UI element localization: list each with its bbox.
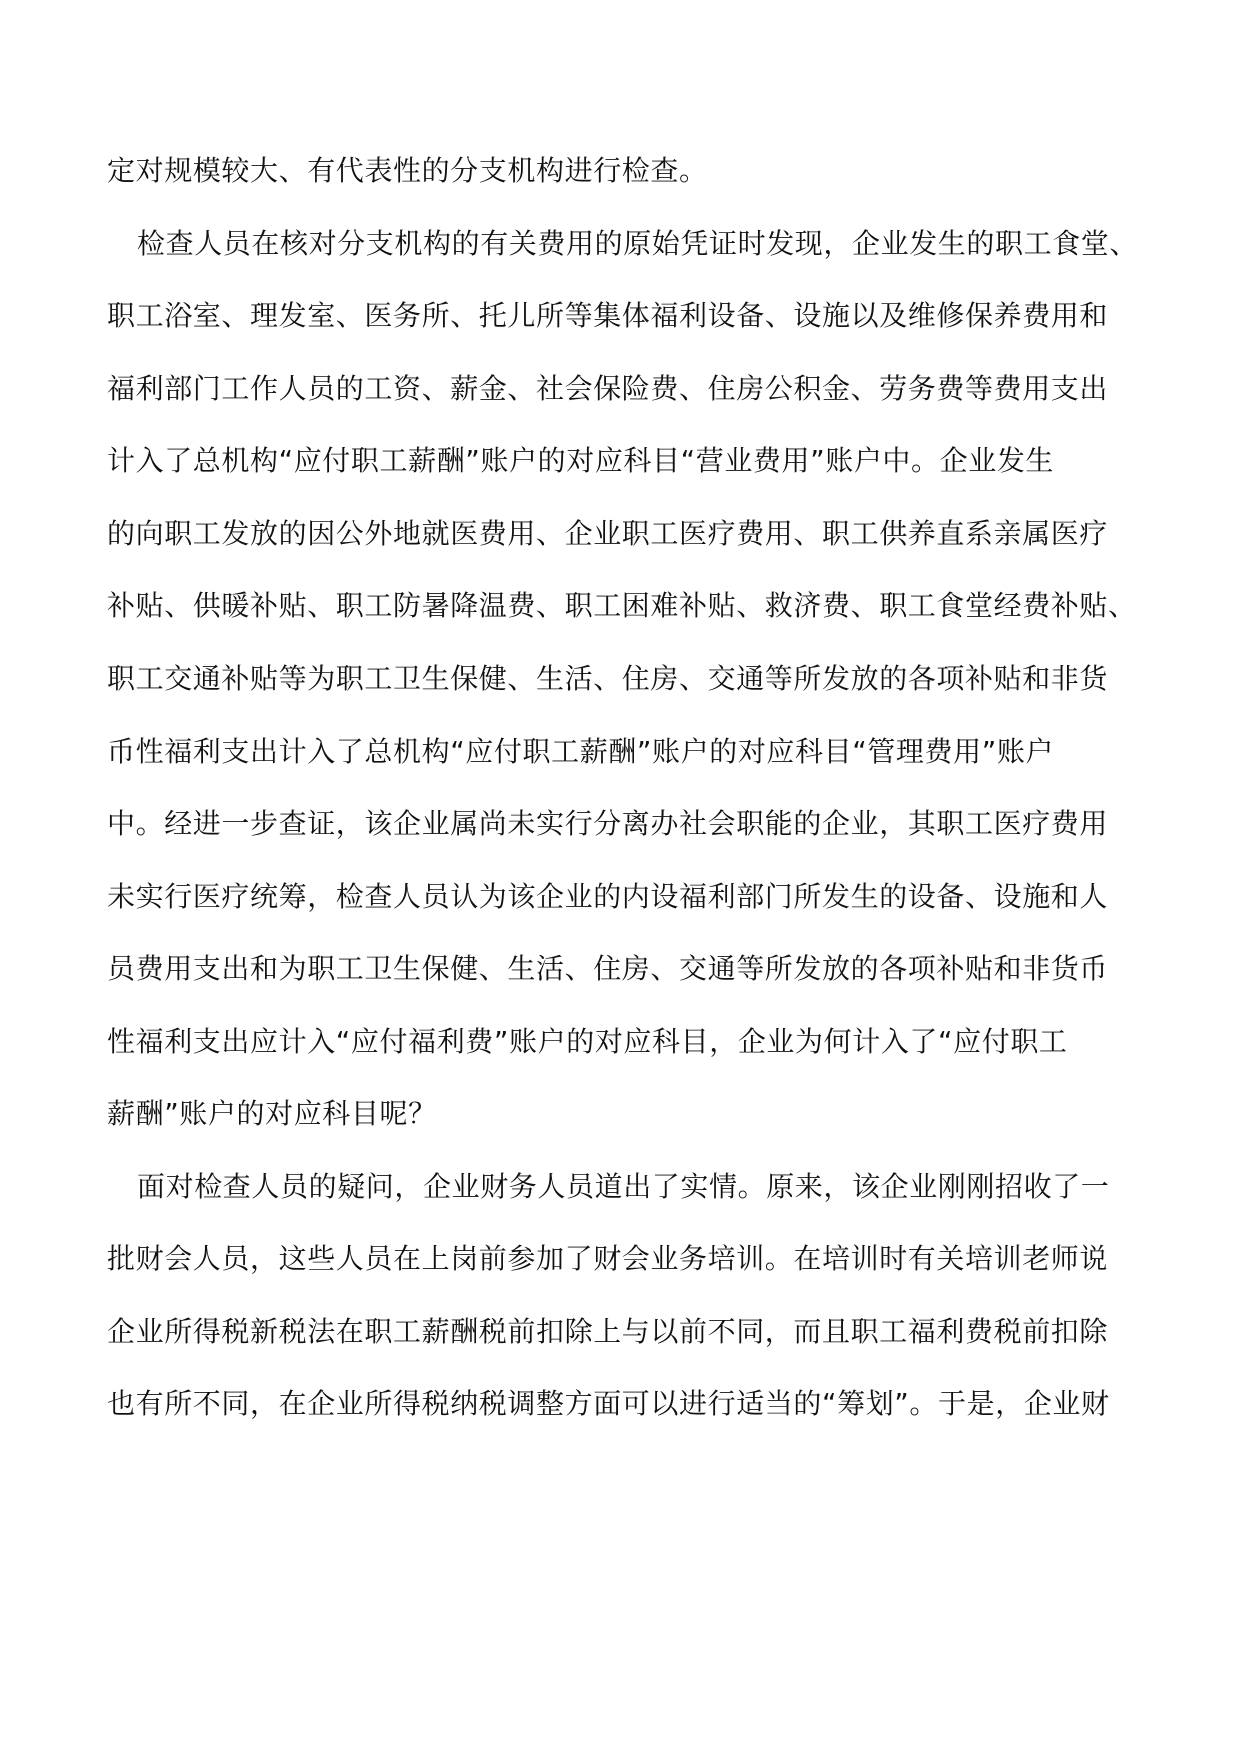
paragraph-first-line: 面对检查人员的疑问，企业财务人员道出了实情。原来，该企业刚刚招收了一: [137, 1170, 1110, 1203]
text-line: 中。经进一步查证，该企业属尚未实行分离办社会职能的企业，其职工医疗费用: [107, 807, 1109, 840]
text-line: 定对规模较大、有代表性的分支机构进行检查。: [107, 154, 708, 187]
text-line: 职工交通补贴等为职工卫生保健、生活、住房、交通等所发放的各项补贴和非货: [107, 662, 1109, 695]
text-line: 未实行医疗统筹，检查人员认为该企业的内设福利部门所发生的设备、设施和人: [107, 880, 1109, 913]
text-line: 企业所得税新税法在职工薪酬税前扣除上与以前不同，而且职工福利费税前扣除: [107, 1315, 1109, 1348]
paragraph-first-line: 检查人员在核对分支机构的有关费用的原始凭证时发现，企业发生的职工食堂、: [137, 227, 1139, 260]
text-line: 福利部门工作人员的工资、薪金、社会保险费、住房公积金、劳务费等费用支出: [107, 372, 1109, 405]
text-line: 也有所不同，在企业所得税纳税调整方面可以进行适当的“筹划”。于是，企业财: [107, 1387, 1110, 1420]
text-line: 职工浴室、理发室、医务所、托儿所等集体福利设备、设施以及维修保养费用和: [107, 299, 1109, 332]
text-line: 批财会人员，这些人员在上岗前参加了财会业务培训。在培训时有关培训老师说: [107, 1242, 1109, 1275]
text-line: 性福利支出应计入“应付福利费”账户的对应科目，企业为何计入了“应付职工: [107, 1025, 1068, 1058]
text-line: 币性福利支出计入了总机构“应付职工薪酬”账户的对应科目“管理费用”账户: [107, 735, 1055, 768]
text-line: 补贴、供暖补贴、职工防暑降温费、职工困难补贴、救济费、职工食堂经费补贴、: [107, 589, 1137, 622]
text-line: 薪酬”账户的对应科目呢？: [107, 1097, 437, 1130]
text-line: 计入了总机构“应付职工薪酬”账户的对应科目“营业费用”账户中。企业发生: [107, 444, 1055, 477]
text-line: 员费用支出和为职工卫生保健、生活、住房、交通等所发放的各项补贴和非货币: [107, 952, 1109, 985]
text-line: 的向职工发放的因公外地就医费用、企业职工医疗费用、职工供养直系亲属医疗: [107, 517, 1109, 550]
